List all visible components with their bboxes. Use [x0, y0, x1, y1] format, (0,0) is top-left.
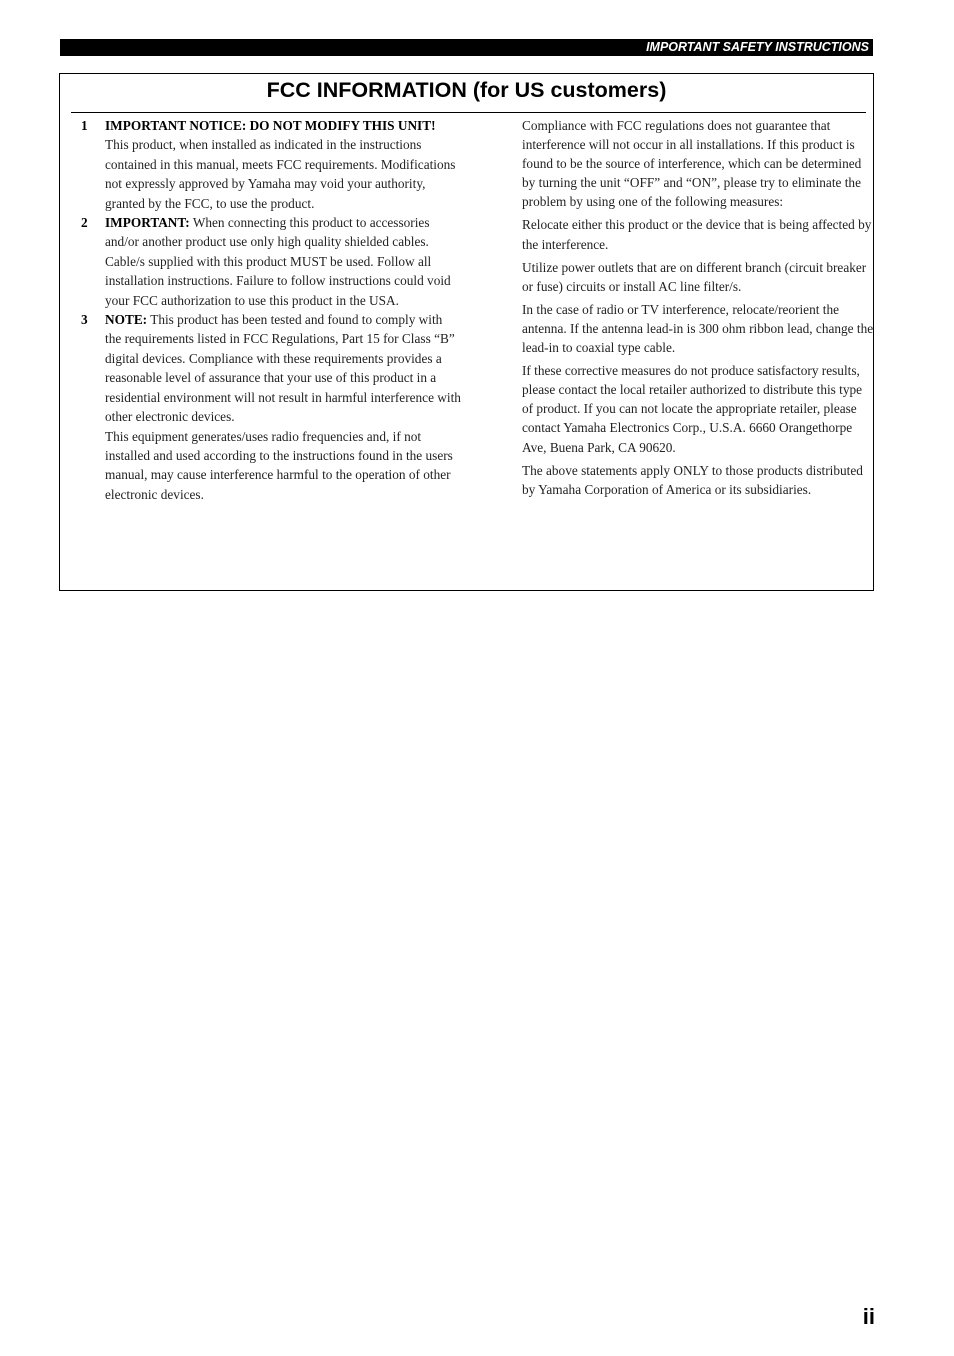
item-lead: NOTE: — [105, 312, 148, 328]
section-header-bar: IMPORTANT SAFETY INSTRUCTIONS — [60, 39, 873, 56]
paragraph: If these corrective measures do not produce satisfactory results, please contact the local retailer authorized to distribute this type of product. If you can not locate the appropriate retailer, please contact Yamaha Electronics Corp., U.S.A. 6660 Orangethorpe Ave, Buena Park, CA 90620. — [522, 363, 863, 455]
right-column — [522, 116, 874, 503]
page-title: FCC INFORMATION (for US customers) — [266, 78, 667, 102]
list-item — [81, 116, 461, 213]
item-lead: IMPORTANT NOTICE: DO NOT MODIFY THIS UNIT! — [105, 118, 436, 133]
list-item — [81, 213, 461, 310]
item-text: This product, when installed as indicated in the instructions contained in this manual, meets FCC requirements. Modifications not expressly approved by Yamaha may void your authority, granted by the FCC, to use the product. — [105, 137, 456, 211]
left-column — [81, 116, 461, 504]
page-number: ii — [862, 1304, 875, 1329]
paragraph: In the case of radio or TV interference, relocate/reorient the antenna. If the antenna lead-in is 300 ohm ribbon lead, change the lead-in to coaxial type cable. — [522, 301, 874, 356]
item-text: When connecting this product to accessories and/or another product use only high quality shielded cables. Cable/s supplied with this product MUST be used. Follow all installation instructions. Failure to follow instructions could void your FCC authorization to use this product in the USA. — [105, 215, 451, 308]
item-lead: IMPORTANT: — [105, 215, 190, 231]
item-number: 3 — [81, 312, 88, 328]
item-body — [105, 213, 461, 310]
item-body — [105, 116, 461, 213]
item-body — [105, 310, 461, 426]
paragraph: Relocate either this product or the device that is being affected by the interference. — [522, 217, 872, 252]
title-divider — [71, 112, 866, 113]
list-item — [81, 310, 461, 426]
paragraph: Compliance with FCC regulations does not guarantee that interference will not occur in all installations. If this product is found to be the source of interference, which can be determined by turning the unit “OFF” and “ON”, please try to eliminate the problem by using one of the following measures: — [522, 118, 862, 210]
paragraph: The above statements apply ONLY to those products distributed by Yamaha Corporation of America or its subsidiaries. — [522, 462, 863, 497]
item-number: 1 — [81, 118, 88, 133]
continuation-paragraph: This equipment generates/uses radio frequencies and, if not installed and used according to the instructions found in the users manual, may cause interference harmful to the operation of other electronic devices. — [105, 428, 453, 502]
item-text: This product has been tested and found to comply with the requirements listed in FCC Regulations, Part 15 for Class “B” digital devices. Compliance with these requirements provides a reasonable level of assurance that your use of this product in a residential environment will not result in harmful interference with other electronic devices. — [105, 312, 461, 425]
fcc-info-box — [59, 73, 874, 591]
item-number: 2 — [81, 215, 88, 231]
paragraph: Utilize power outlets that are on different branch (circuit breaker or fuse) circuits or install AC line filter/s. — [522, 259, 867, 294]
